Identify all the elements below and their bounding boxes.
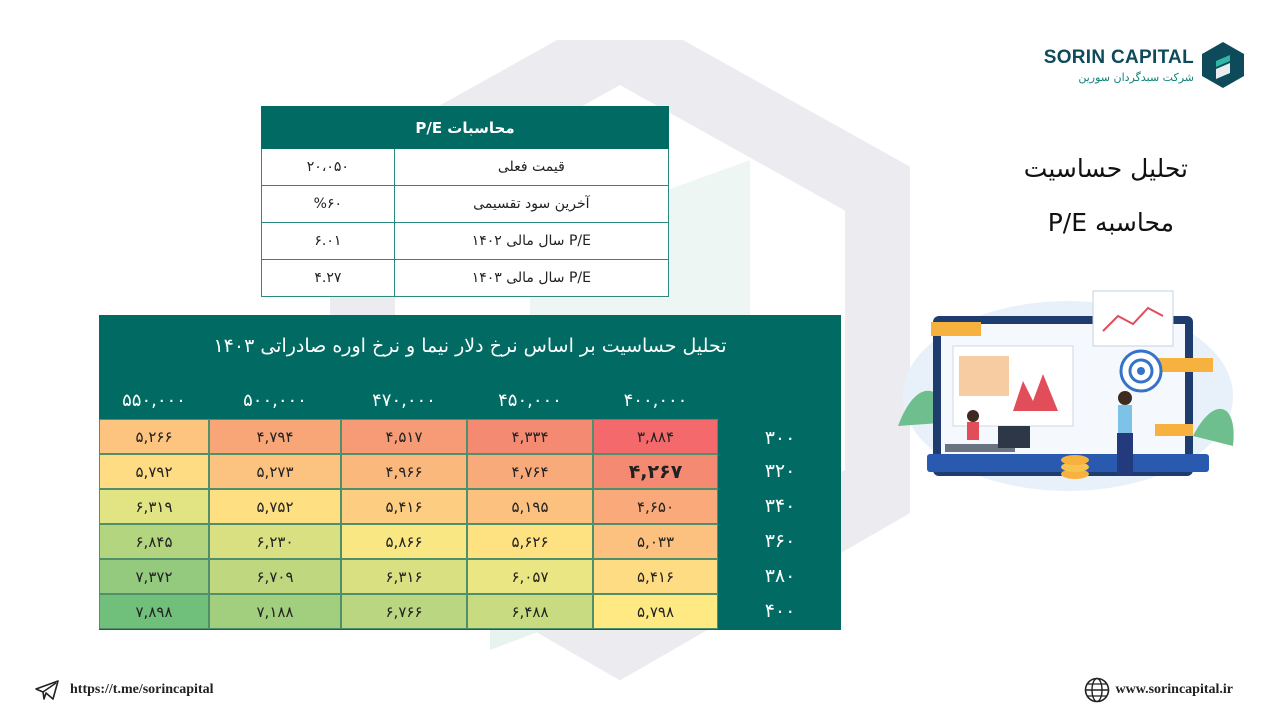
sensitivity-cell: ۵,۰۳۳ [593, 524, 718, 559]
sensitivity-cell: ۵,۸۶۶ [341, 524, 467, 559]
page-title: تحلیل حساسیت [1023, 154, 1188, 183]
analytics-illustration [893, 286, 1243, 491]
sensitivity-cell: ۴,۷۹۴ [209, 419, 341, 454]
sensitivity-cell: ۵,۲۶۶ [99, 419, 209, 454]
sensitivity-cell: ۶,۷۰۹ [209, 559, 341, 594]
globe-icon [1084, 677, 1110, 703]
brand-hexagon-icon [1200, 40, 1246, 90]
sensitivity-cell: ۴,۲۶۷ [593, 454, 718, 489]
row-header: ۳۰۰ [764, 427, 796, 449]
sensitivity-cell: ۷,۸۹۸ [99, 594, 209, 629]
pe-row-value: ۴.۲۷ [262, 260, 395, 297]
sensitivity-cell: ۳,۸۸۴ [593, 419, 718, 454]
row-header: ۴۰۰ [764, 600, 796, 622]
sensitivity-cell: ۵,۴۱۶ [341, 489, 467, 524]
website-url[interactable]: www.sorincapital.ir [1115, 682, 1233, 697]
column-header: ۵۵۰,۰۰۰ [122, 390, 186, 411]
pe-table-title: محاسبات P/E [262, 107, 669, 149]
sensitivity-cell: ۵,۱۹۵ [467, 489, 593, 524]
sensitivity-cell: ۶,۷۶۶ [341, 594, 467, 629]
table-row [262, 186, 669, 223]
sensitivity-cell: ۵,۶۲۶ [467, 524, 593, 559]
sensitivity-cell: ۶,۴۸۸ [467, 594, 593, 629]
table-row [262, 223, 669, 260]
telegram-icon [34, 679, 60, 701]
pe-row-label: P/E سال مالی ۱۴۰۳ [394, 260, 668, 297]
sensitivity-cell: ۵,۷۹۸ [593, 594, 718, 629]
column-header: ۴۵۰,۰۰۰ [498, 390, 562, 411]
brand-name: SORIN CAPITAL [1043, 46, 1194, 68]
row-header: ۳۸۰ [764, 565, 796, 587]
sensitivity-cell: ۴,۷۶۴ [467, 454, 593, 489]
column-header: ۴۰۰,۰۰۰ [623, 390, 688, 411]
sensitivity-cell: ۵,۷۹۲ [99, 454, 209, 489]
sensitivity-cell: ۶,۳۱۹ [99, 489, 209, 524]
sensitivity-cell: ۵,۲۷۳ [209, 454, 341, 489]
table-row [262, 260, 669, 297]
pe-row-value: %۶۰ [262, 186, 395, 223]
pe-row-label: P/E سال مالی ۱۴۰۲ [394, 223, 668, 260]
sensitivity-title: تحلیل حساسیت بر اساس نرخ دلار نیما و نرخ اوره صادراتی ۱۴۰۳ [213, 335, 727, 357]
column-header: ۵۰۰,۰۰۰ [243, 390, 307, 411]
sensitivity-cell: ۶,۰۵۷ [467, 559, 593, 594]
sensitivity-cell: ۵,۴۱۶ [593, 559, 718, 594]
page-subtitle: محاسبه P/E [1047, 208, 1174, 237]
sensitivity-cell: ۴,۵۱۷ [341, 419, 467, 454]
sensitivity-cell: ۴,۳۳۴ [467, 419, 593, 454]
pe-row-value: ۲۰،۰۵۰ [262, 149, 395, 186]
sensitivity-cell: ۵,۷۵۲ [209, 489, 341, 524]
row-header: ۳۲۰ [764, 460, 796, 482]
sensitivity-cell: ۴,۹۶۶ [341, 454, 467, 489]
column-header: ۴۷۰,۰۰۰ [372, 390, 436, 411]
sensitivity-cell: ۶,۳۱۶ [341, 559, 467, 594]
row-header: ۳۶۰ [764, 530, 796, 552]
sensitivity-cell: ۷,۳۷۲ [99, 559, 209, 594]
brand-subtitle: شرکت سبدگردان سورین [1078, 70, 1194, 84]
table-row [262, 149, 669, 186]
pe-row-label: قیمت فعلی [394, 149, 668, 186]
sensitivity-cell: ۶,۸۴۵ [99, 524, 209, 559]
pe-row-value: ۶.۰۱ [262, 223, 395, 260]
brand-logo [1044, 40, 1246, 90]
sensitivity-cell: ۶,۲۳۰ [209, 524, 341, 559]
row-header: ۳۴۰ [764, 495, 796, 517]
pe-calculation-table [261, 106, 669, 297]
telegram-link[interactable] [34, 679, 214, 701]
sensitivity-cell: ۴,۶۵۰ [593, 489, 718, 524]
sensitivity-cell: ۷,۱۸۸ [209, 594, 341, 629]
website-link[interactable] [1084, 677, 1233, 703]
telegram-url[interactable]: https://t.me/sorincapital [70, 682, 214, 697]
pe-row-label: آخرین سود تقسیمی [394, 186, 668, 223]
